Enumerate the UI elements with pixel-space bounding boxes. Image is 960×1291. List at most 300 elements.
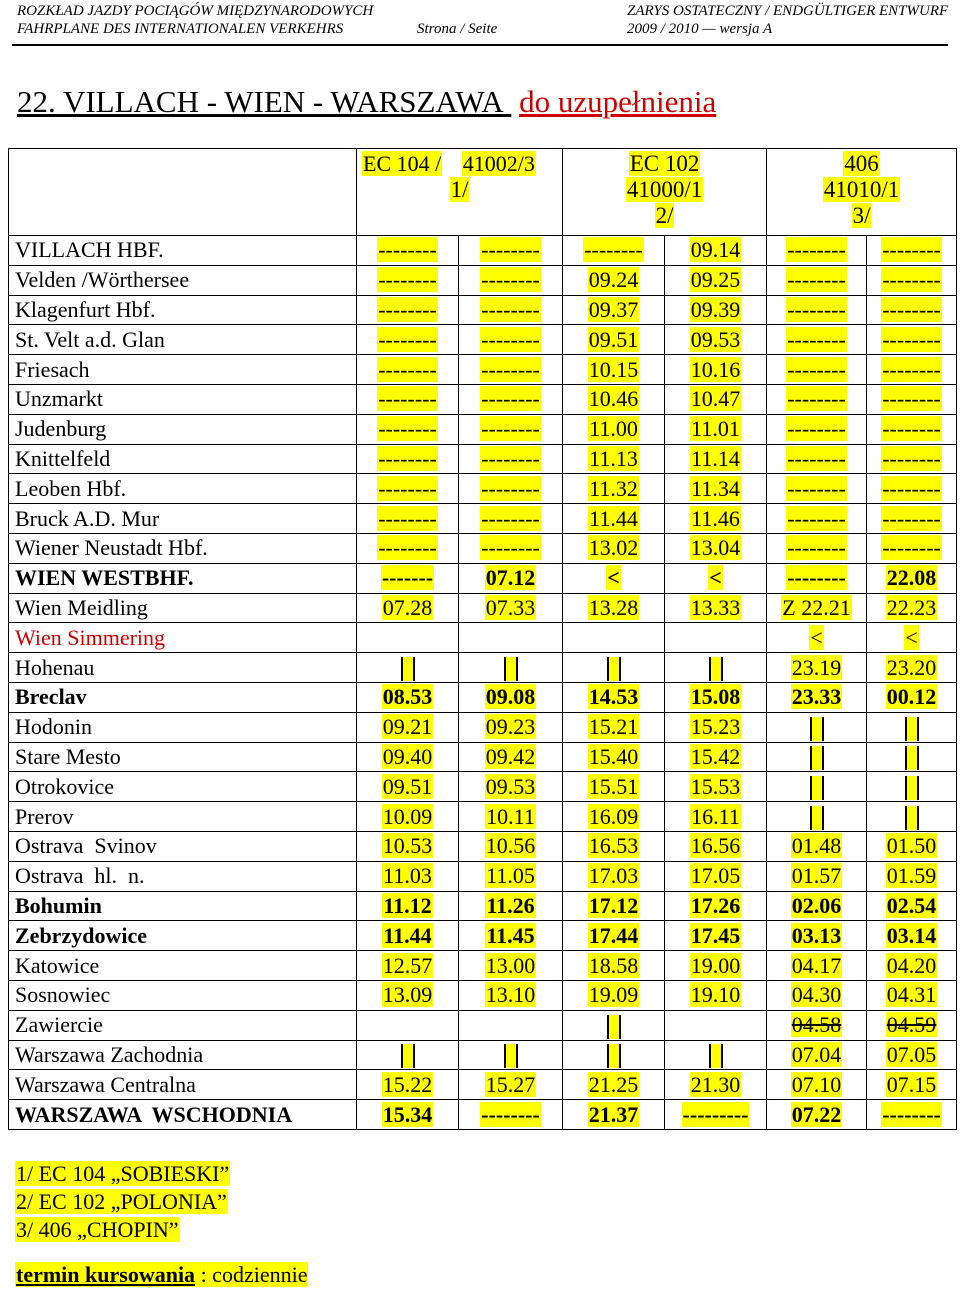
time-value: 19.09: [588, 982, 639, 1008]
table-row: [9, 802, 957, 832]
station-header-cell: [9, 149, 357, 236]
time-value: --------: [882, 445, 941, 471]
time-cell: [767, 474, 867, 504]
running-days: [15, 1262, 308, 1288]
time-value: 21.37: [588, 1101, 639, 1127]
table-row: [9, 593, 957, 623]
time-cell: [665, 623, 767, 653]
table-row: [9, 623, 957, 653]
time-cell: [767, 951, 867, 981]
table-row: [9, 295, 957, 325]
time-cell: [357, 325, 459, 355]
time-cell: [665, 831, 767, 861]
passes-through-mark: [905, 776, 919, 800]
time-value: 23.19: [791, 654, 842, 680]
time-value: 02.54: [886, 892, 937, 918]
table-row: [9, 236, 957, 266]
time-value: 13.09: [382, 982, 433, 1008]
time-value: 15.27: [485, 1071, 536, 1097]
time-value: --------: [378, 326, 437, 352]
time-cell: [357, 474, 459, 504]
time-cell: [459, 504, 563, 534]
header-divider: [12, 44, 948, 46]
time-cell: [867, 1070, 957, 1100]
time-value: --------: [378, 237, 437, 263]
running-days-label: termin kursowania: [16, 1262, 196, 1287]
time-cell: [459, 802, 563, 832]
time-value: 09.24: [588, 267, 639, 293]
time-cell: [767, 384, 867, 414]
time-value: --------: [378, 296, 437, 322]
time-cell: [357, 861, 459, 891]
time-value: 11.32: [589, 475, 638, 501]
train-2-header: [563, 149, 767, 236]
station-name: Bruck A.D. Mur: [9, 504, 357, 534]
table-row: [9, 772, 957, 802]
time-value: 16.53: [588, 833, 639, 859]
time-value: 15.34: [382, 1101, 433, 1127]
header-version: 2009 / 2010 — wersja A: [627, 21, 773, 37]
table-row: [9, 504, 957, 534]
time-value: Z 22.21: [782, 594, 851, 620]
time-value: 15.22: [382, 1071, 433, 1097]
time-value: 07.33: [485, 594, 536, 620]
station-name: Knittelfeld: [9, 444, 357, 474]
time-cell: [563, 1040, 665, 1070]
time-value: 09.14: [690, 237, 741, 263]
time-cell: [767, 891, 867, 921]
time-cell: [563, 980, 665, 1010]
time-cell: [357, 1100, 459, 1130]
time-value: 11.44: [383, 922, 432, 948]
time-cell: [563, 474, 665, 504]
time-cell: [665, 653, 767, 683]
time-value: 15.51: [588, 773, 639, 799]
time-cell: [357, 1070, 459, 1100]
time-cell: [357, 742, 459, 772]
time-cell: [665, 802, 767, 832]
train-2-name: EC 102: [629, 151, 700, 176]
time-value: --------: [882, 535, 941, 561]
time-cell: [459, 921, 563, 951]
time-cell: [867, 295, 957, 325]
time-cell: [357, 623, 459, 653]
time-value: 11.14: [691, 445, 740, 471]
time-cell: [767, 980, 867, 1010]
time-cell: [665, 1010, 767, 1040]
time-cell: [767, 1070, 867, 1100]
time-value: 22.23: [886, 594, 937, 620]
header-draft-note: ZARYS OSTATECZNY / ENDGÜLTIGER ENTWURF: [627, 3, 949, 19]
time-cell: [357, 593, 459, 623]
time-cell: [357, 295, 459, 325]
train-2-note-ref: 2/: [655, 203, 674, 228]
time-cell: [459, 861, 563, 891]
time-value: 16.56: [690, 833, 741, 859]
time-cell: [459, 653, 563, 683]
passes-through-mark: [401, 1044, 415, 1068]
route-title: 22. VILLACH - WIEN - WARSZAWA: [17, 84, 504, 119]
time-cell: [357, 951, 459, 981]
passes-through-mark: [504, 657, 518, 681]
time-cell: [665, 951, 767, 981]
time-cell: [767, 563, 867, 593]
passes-through-mark: [607, 1044, 621, 1068]
time-cell: [563, 504, 665, 534]
time-cell: [459, 772, 563, 802]
time-value: 17.26: [690, 892, 741, 918]
time-value: --------: [481, 237, 540, 263]
time-value: 09.25: [690, 267, 741, 293]
time-cell: [767, 682, 867, 712]
time-value: 13.00: [485, 952, 536, 978]
time-cell: [867, 861, 957, 891]
time-cell: [867, 980, 957, 1010]
station-name: Bohumin: [9, 891, 357, 921]
time-cell: [867, 444, 957, 474]
train-1-header: [357, 149, 563, 236]
station-name: Katowice: [9, 951, 357, 981]
passes-through-mark: [607, 1015, 621, 1039]
time-cell: [357, 444, 459, 474]
time-value: 17.44: [588, 922, 639, 948]
time-value: --------: [787, 267, 846, 293]
table-row: [9, 921, 957, 951]
table-row: [9, 1010, 957, 1040]
time-cell: [665, 325, 767, 355]
time-value: 10.11: [486, 803, 535, 829]
time-cell: [665, 593, 767, 623]
time-value: 11.13: [589, 445, 638, 471]
time-cell: [357, 1010, 459, 1040]
time-cell: [665, 742, 767, 772]
time-cell: [665, 265, 767, 295]
time-cell: [459, 533, 563, 563]
time-cell: [357, 533, 459, 563]
time-value: <: [709, 565, 722, 591]
station-name: Klagenfurt Hbf.: [9, 295, 357, 325]
time-cell: [563, 236, 665, 266]
time-value: 03.14: [886, 922, 937, 948]
time-cell: [867, 682, 957, 712]
time-cell: [357, 653, 459, 683]
station-name: St. Velt a.d. Glan: [9, 325, 357, 355]
station-name: Prerov: [9, 802, 357, 832]
time-value: 07.22: [791, 1101, 842, 1127]
station-name: Wiener Neustadt Hbf.: [9, 533, 357, 563]
passes-through-mark: [810, 776, 824, 800]
time-value: 15.53: [690, 773, 741, 799]
time-value: 17.45: [690, 922, 741, 948]
time-value: 10.09: [382, 803, 433, 829]
time-value: 04.20: [886, 952, 937, 978]
time-cell: [357, 1040, 459, 1070]
time-value: 13.02: [588, 535, 639, 561]
time-value: 11.00: [589, 416, 638, 442]
time-cell: [867, 742, 957, 772]
time-value: --------: [787, 475, 846, 501]
time-value: --------: [378, 445, 437, 471]
time-cell: [563, 891, 665, 921]
time-value: 21.30: [690, 1071, 741, 1097]
time-cell: [867, 653, 957, 683]
time-value: 09.08: [485, 684, 536, 710]
time-value: 04.17: [791, 952, 842, 978]
table-row: [9, 414, 957, 444]
time-cell: [767, 414, 867, 444]
time-cell: [563, 831, 665, 861]
time-cell: [867, 265, 957, 295]
time-value: 10.16: [690, 356, 741, 382]
time-cell: [357, 891, 459, 921]
passes-through-mark: [607, 657, 621, 681]
time-cell: [563, 742, 665, 772]
time-cell: [357, 802, 459, 832]
time-cell: [665, 1040, 767, 1070]
time-cell: [767, 295, 867, 325]
time-value: 07.28: [382, 594, 433, 620]
time-value: --------: [882, 1101, 941, 1127]
time-value: 23.33: [791, 684, 842, 710]
time-cell: [767, 831, 867, 861]
time-value: --------: [378, 416, 437, 442]
time-cell: [563, 265, 665, 295]
passes-through-mark: [905, 717, 919, 741]
train-3-name: 406: [844, 151, 879, 176]
time-cell: [357, 921, 459, 951]
station-name: Zebrzydowice: [9, 921, 357, 951]
table-row: [9, 980, 957, 1010]
time-cell: [767, 444, 867, 474]
timetable-header-row: [9, 149, 957, 236]
time-cell: [767, 653, 867, 683]
station-name: Wien Simmering: [9, 623, 357, 653]
time-value: 11.03: [383, 863, 432, 889]
time-value: 07.12: [485, 565, 536, 591]
time-cell: [563, 384, 665, 414]
table-row: [9, 742, 957, 772]
time-value: <: [607, 565, 620, 591]
timetable: [8, 148, 957, 1130]
time-value: 10.46: [588, 386, 639, 412]
time-value: 07.05: [886, 1041, 937, 1067]
time-cell: [563, 682, 665, 712]
time-cell: [357, 712, 459, 742]
time-value: 17.05: [690, 863, 741, 889]
table-row: [9, 1040, 957, 1070]
time-value: --------: [481, 1101, 540, 1127]
route-title-note: do uzupełnienia: [519, 84, 717, 119]
time-cell: [665, 712, 767, 742]
time-cell: [563, 623, 665, 653]
time-cell: [665, 772, 767, 802]
time-value: <: [810, 624, 823, 650]
time-cell: [767, 1040, 867, 1070]
time-value: 10.47: [690, 386, 741, 412]
time-value: 16.11: [691, 803, 740, 829]
time-cell: [459, 384, 563, 414]
time-value: 10.56: [485, 833, 536, 859]
time-cell: [357, 236, 459, 266]
time-cell: [665, 474, 767, 504]
time-value: --------: [378, 535, 437, 561]
time-value: 08.53: [382, 684, 433, 710]
time-value: --------: [882, 237, 941, 263]
time-cell: [867, 802, 957, 832]
time-value: <: [905, 624, 918, 650]
time-cell: [459, 444, 563, 474]
train-1-name: EC 104 /: [363, 151, 442, 176]
time-value: --------: [378, 356, 437, 382]
table-row: [9, 891, 957, 921]
time-cell: [767, 593, 867, 623]
time-cell: [459, 682, 563, 712]
time-value: 18.58: [588, 952, 639, 978]
time-cell: [459, 236, 563, 266]
time-cell: [563, 1100, 665, 1130]
time-cell: [357, 384, 459, 414]
time-value: 07.10: [791, 1071, 842, 1097]
passes-through-mark: [709, 1044, 723, 1068]
time-cell: [357, 563, 459, 593]
time-cell: [867, 414, 957, 444]
time-value: --------: [787, 505, 846, 531]
time-cell: [767, 325, 867, 355]
time-cell: [459, 891, 563, 921]
table-row: [9, 265, 957, 295]
time-cell: [459, 1100, 563, 1130]
time-value: --------: [787, 356, 846, 382]
station-name: Zawiercie: [9, 1010, 357, 1040]
time-cell: [665, 533, 767, 563]
time-cell: [357, 772, 459, 802]
time-value: 15.23: [690, 714, 741, 740]
time-cell: [665, 980, 767, 1010]
train-2-number: 41000/1: [626, 177, 703, 202]
time-value: 10.15: [588, 356, 639, 382]
time-cell: [665, 1100, 767, 1130]
time-value: 15.42: [690, 743, 741, 769]
time-value: 15.40: [588, 743, 639, 769]
time-value: 19.10: [690, 982, 741, 1008]
time-value: 19.00: [690, 952, 741, 978]
passes-through-mark: [810, 717, 824, 741]
station-name: Stare Mesto: [9, 742, 357, 772]
page-title: [17, 84, 716, 120]
table-row: [9, 861, 957, 891]
time-value: 12.57: [382, 952, 433, 978]
time-cell: [459, 593, 563, 623]
time-value: --------: [787, 237, 846, 263]
train-3-note-ref: 3/: [852, 203, 871, 228]
time-cell: [357, 414, 459, 444]
time-cell: [767, 236, 867, 266]
time-value: 09.37: [588, 296, 639, 322]
time-cell: [563, 1070, 665, 1100]
time-cell: [767, 623, 867, 653]
time-value: 11.45: [486, 922, 535, 948]
time-value: --------: [481, 296, 540, 322]
header-title-de: FAHRPLANE DES INTERNATIONALEN VERKEHRS: [17, 21, 344, 37]
footnote-2: 2/ EC 102 „POLONIA”: [16, 1189, 227, 1214]
time-value: --------: [882, 475, 941, 501]
time-cell: [867, 951, 957, 981]
time-cell: [767, 802, 867, 832]
table-row: [9, 951, 957, 981]
table-row: [9, 682, 957, 712]
station-name: Ostrava Svinov: [9, 831, 357, 861]
time-cell: [665, 414, 767, 444]
time-cell: [459, 295, 563, 325]
time-cell: [867, 1010, 957, 1040]
station-name: Otrokovice: [9, 772, 357, 802]
time-value: 00.12: [886, 684, 937, 710]
time-value: 11.05: [486, 863, 535, 889]
time-cell: [767, 1010, 867, 1040]
time-value: 13.28: [588, 594, 639, 620]
station-name: Warszawa Centralna: [9, 1070, 357, 1100]
time-cell: [665, 891, 767, 921]
footnote-1: 1/ EC 104 „SOBIESKI”: [16, 1161, 230, 1186]
station-name: Hohenau: [9, 653, 357, 683]
time-value: ---------: [682, 1101, 749, 1127]
time-cell: [563, 295, 665, 325]
time-cell: [357, 682, 459, 712]
time-cell: [867, 891, 957, 921]
station-name: Warszawa Zachodnia: [9, 1040, 357, 1070]
train-3-header: [767, 149, 957, 236]
time-value: --------: [481, 267, 540, 293]
time-cell: [459, 831, 563, 861]
station-name: Velden /Wörthersee: [9, 265, 357, 295]
time-cell: [867, 325, 957, 355]
time-cell: [767, 533, 867, 563]
time-value: --------: [584, 237, 643, 263]
time-value: --------: [882, 505, 941, 531]
table-row: [9, 474, 957, 504]
time-value: --------: [882, 356, 941, 382]
time-cell: [767, 265, 867, 295]
train-1-number: 41002/3: [462, 151, 535, 176]
table-row: [9, 563, 957, 593]
time-cell: [459, 712, 563, 742]
time-cell: [459, 1070, 563, 1100]
time-cell: [867, 355, 957, 385]
time-value: 10.53: [382, 833, 433, 859]
time-cell: [357, 355, 459, 385]
table-row: [9, 533, 957, 563]
table-row: [9, 712, 957, 742]
time-cell: [459, 951, 563, 981]
time-value: --------: [787, 565, 846, 591]
time-value: --------: [481, 356, 540, 382]
time-cell: [867, 384, 957, 414]
time-value: --------: [882, 326, 941, 352]
time-cell: [867, 623, 957, 653]
time-value: --------: [481, 505, 540, 531]
time-value: 09.51: [382, 773, 433, 799]
time-value: 11.44: [589, 505, 638, 531]
time-cell: [357, 980, 459, 1010]
time-value: --------: [787, 445, 846, 471]
station-name: WARSZAWA WSCHODNIA: [9, 1100, 357, 1130]
station-name: Judenburg: [9, 414, 357, 444]
time-value: 03.13: [791, 922, 842, 948]
station-name: Sosnowiec: [9, 980, 357, 1010]
station-name: Hodonin: [9, 712, 357, 742]
time-cell: [459, 265, 563, 295]
table-row: [9, 384, 957, 414]
